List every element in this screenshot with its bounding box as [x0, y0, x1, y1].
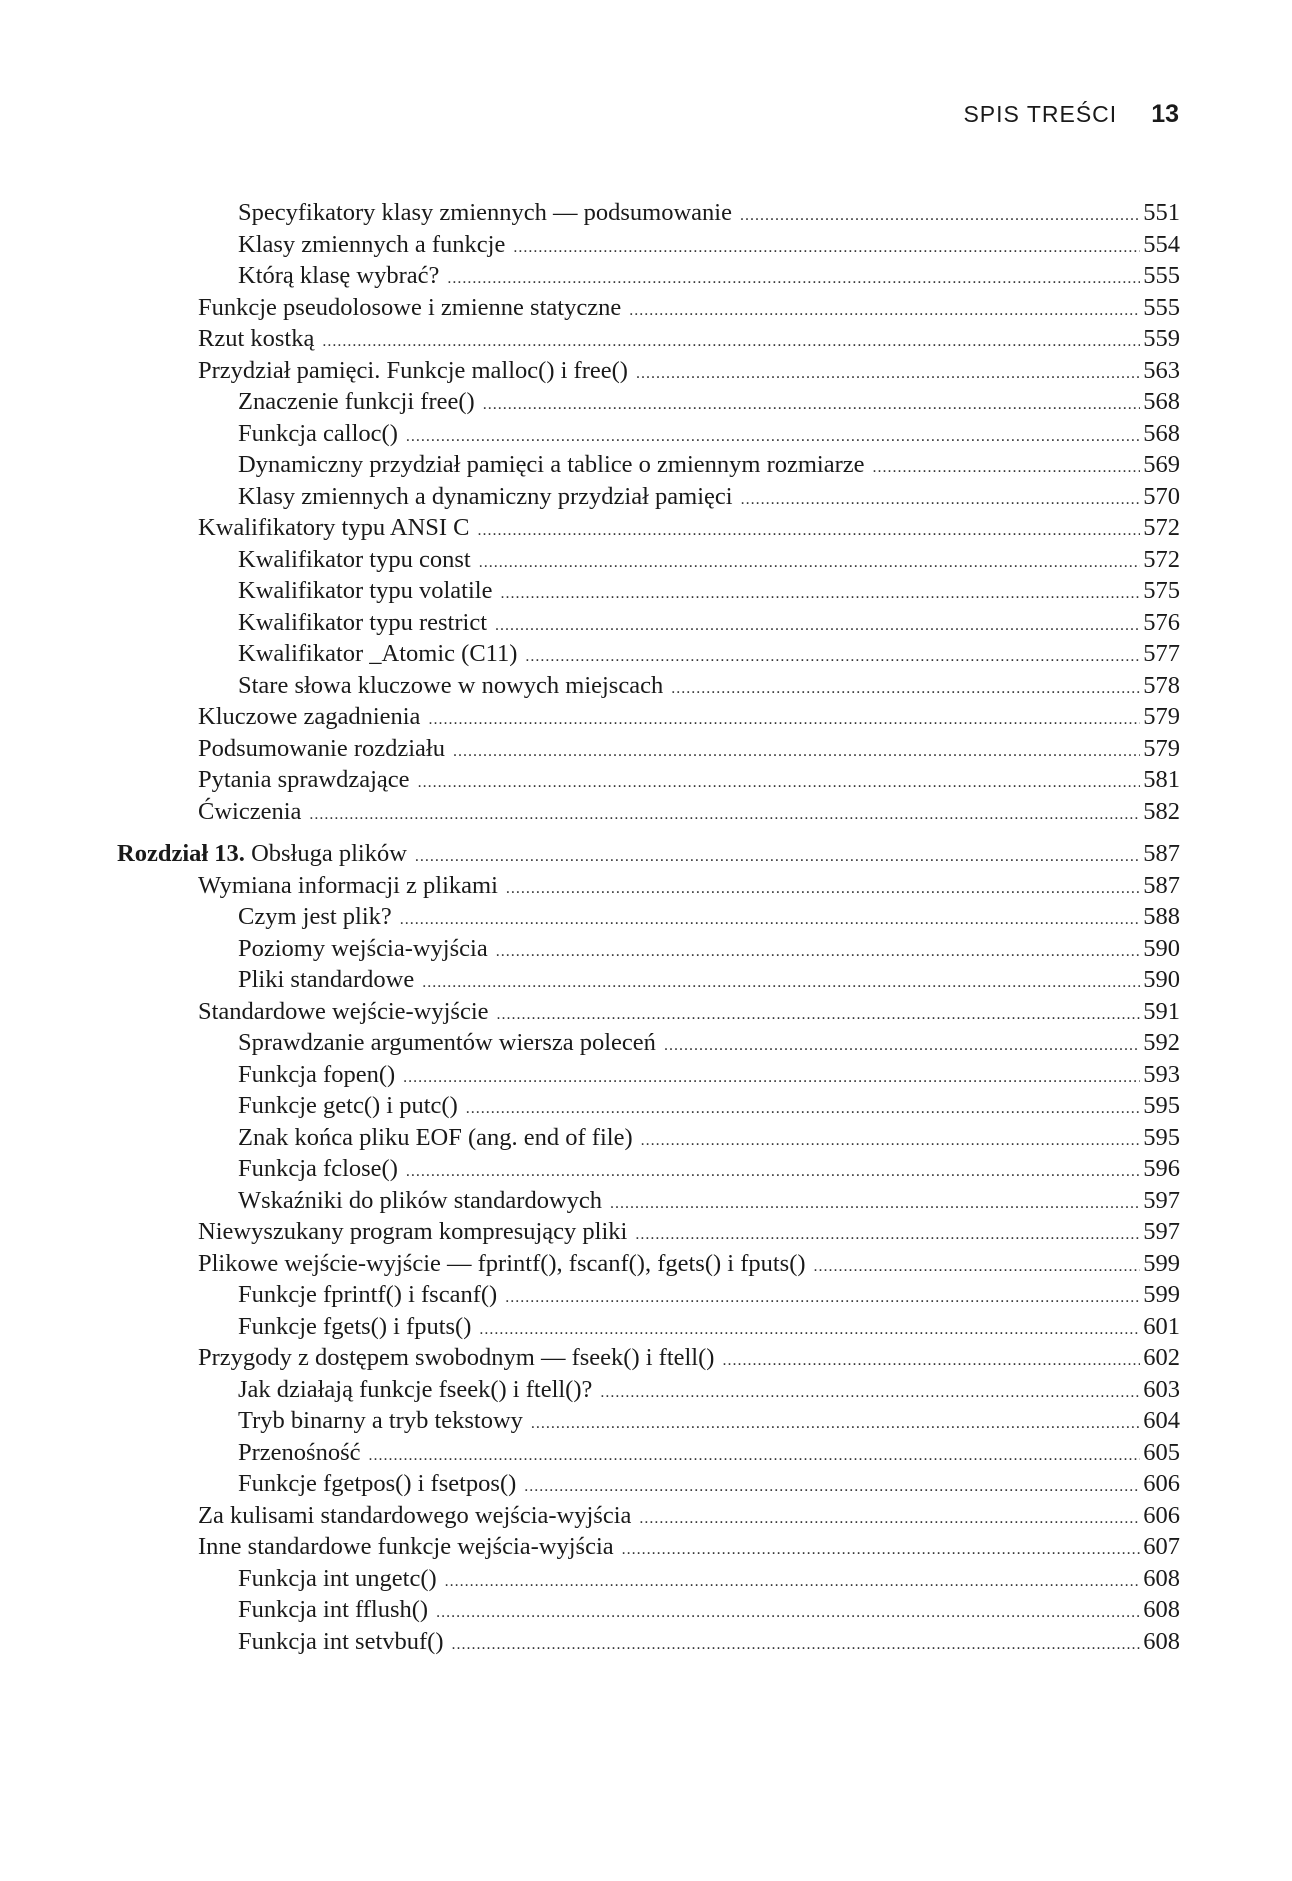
toc-entry-title — [238, 1090, 458, 1122]
dot-leader — [622, 1534, 1141, 1566]
toc-entry-text: Klasy zmiennych a dynamiczny przydział pamięci — [238, 482, 733, 510]
toc-entry[interactable] — [117, 607, 1180, 639]
toc-entry[interactable] — [117, 544, 1180, 576]
toc-page-number: 604 — [1143, 1407, 1180, 1434]
toc-entry-text: Funkcje fprintf() i fscanf() — [238, 1281, 498, 1308]
toc-entry[interactable] — [117, 197, 1180, 229]
toc-page-number: 570 — [1143, 482, 1180, 510]
toc-entry-title — [198, 796, 301, 828]
running-header-page-number: 13 — [1151, 100, 1179, 128]
dot-leader — [406, 1156, 1140, 1188]
toc-page-number: 577 — [1143, 640, 1180, 667]
toc-page-number: 572 — [1143, 545, 1180, 573]
toc-entry-text: Funkcja int setvbuf() — [238, 1627, 444, 1655]
toc-entry[interactable] — [117, 260, 1180, 292]
dot-leader — [466, 1093, 1141, 1125]
toc-page-number: 568 — [1143, 419, 1180, 447]
toc-entry-text: Kwalifikator typu volatile — [238, 577, 493, 604]
toc-page-number: 595 — [1143, 1092, 1180, 1119]
toc-entry-text: Przygody z dostępem swobodnym — fseek() i ftell() — [198, 1344, 715, 1371]
toc-page-number: 602 — [1143, 1344, 1180, 1371]
dot-leader — [406, 421, 1140, 453]
toc-entry-text: Za kulisami standardowego wejścia-wyjścia — [198, 1501, 632, 1529]
toc-entry-title — [238, 1027, 656, 1059]
toc-entry-text: Czym jest plik? — [238, 903, 392, 930]
dot-leader — [505, 1282, 1140, 1314]
toc-entry-title — [238, 1185, 602, 1217]
toc-page-number: 568 — [1143, 388, 1180, 415]
dot-leader — [400, 904, 1140, 936]
toc-entry[interactable] — [117, 1216, 1180, 1248]
dot-leader — [428, 704, 1140, 736]
toc-entry[interactable] — [117, 996, 1180, 1028]
dot-leader — [483, 389, 1141, 421]
toc-entry-text: Plikowe wejście-wyjście — fprintf(), fscanf(), fgets() i fputs() — [198, 1249, 806, 1277]
toc-entry[interactable] — [117, 512, 1180, 544]
dot-leader — [479, 547, 1141, 579]
toc-entry-title — [238, 1122, 633, 1154]
toc-entry-text: Tryb binarny a tryb tekstowy — [238, 1407, 523, 1434]
toc-entry-title — [238, 1279, 497, 1311]
table-of-contents — [117, 197, 1180, 1657]
toc-entry-title — [198, 733, 445, 765]
toc-page-number: 601 — [1143, 1312, 1180, 1340]
toc-entry-title — [238, 449, 865, 481]
dot-leader — [639, 1503, 1140, 1535]
toc-entry[interactable] — [117, 1594, 1180, 1626]
toc-page-number: 608 — [1143, 1596, 1180, 1623]
toc-entry-title — [238, 901, 392, 933]
toc-chapter-entry[interactable] — [117, 838, 1180, 870]
toc-entry-text: Przenośność — [238, 1438, 361, 1466]
toc-entry-title — [198, 1342, 714, 1374]
toc-page-number: 559 — [1143, 325, 1180, 352]
running-header — [963, 100, 1179, 129]
toc-entry-title — [238, 1311, 471, 1343]
dot-leader — [496, 936, 1141, 968]
dot-leader — [740, 200, 1140, 232]
toc-entry-text: Jak działają funkcje fseek() i ftell()? — [238, 1375, 593, 1403]
toc-page-number: 605 — [1143, 1438, 1180, 1466]
dot-leader — [497, 999, 1141, 1031]
toc-entry-title — [238, 575, 492, 607]
toc-entry[interactable] — [117, 701, 1180, 733]
toc-page-number: 555 — [1143, 262, 1180, 289]
toc-entry-text: Kluczowe zagadnienia — [198, 703, 421, 730]
toc-entry-text: Wymiana informacji z plikami — [198, 871, 498, 899]
dot-leader — [513, 232, 1140, 264]
toc-entry[interactable] — [117, 1531, 1180, 1563]
toc-page-number: 582 — [1143, 797, 1180, 825]
dot-leader — [873, 452, 1141, 484]
toc-entry-text: Pytania sprawdzające — [198, 766, 410, 793]
toc-entry-text: Specyfikatory klasy zmiennych — podsumowanie — [238, 199, 732, 226]
toc-page-number: 606 — [1143, 1501, 1180, 1529]
toc-entry[interactable] — [117, 449, 1180, 481]
dot-leader — [671, 673, 1140, 705]
toc-entry-text: Rzut kostką — [198, 325, 315, 352]
dot-leader — [309, 799, 1140, 831]
toc-page-number: 587 — [1143, 871, 1180, 899]
toc-entry-title — [238, 1405, 523, 1437]
dot-leader — [664, 1030, 1140, 1062]
toc-entry-text: Znaczenie funkcji free() — [238, 388, 475, 415]
toc-entry-title — [238, 1468, 516, 1500]
running-header-title: SPIS TREŚCI — [963, 101, 1118, 127]
dot-leader — [453, 736, 1140, 768]
toc-page-number: 608 — [1143, 1627, 1180, 1655]
toc-entry[interactable] — [117, 481, 1180, 513]
toc-entry[interactable] — [117, 1374, 1180, 1406]
toc-entry-text: Funkcja int ungetc() — [238, 1564, 437, 1592]
toc-entry-title — [238, 607, 487, 639]
dot-leader — [478, 515, 1141, 547]
dot-leader — [629, 295, 1140, 327]
dot-leader — [500, 578, 1140, 610]
toc-entry-title — [238, 197, 732, 229]
toc-entry-title — [238, 1374, 592, 1406]
toc-page-number: 578 — [1143, 671, 1180, 699]
dot-leader — [403, 1062, 1140, 1094]
toc-entry[interactable] — [117, 1405, 1180, 1437]
toc-entry-text: Funkcje getc() i putc() — [238, 1092, 458, 1119]
toc-entry[interactable] — [117, 964, 1180, 996]
toc-entry-title — [198, 870, 498, 902]
toc-entry-title — [198, 1216, 627, 1248]
dot-leader — [525, 641, 1140, 673]
toc-entry-title — [198, 323, 314, 355]
toc-entry-text: Stare słowa kluczowe w nowych miejscach — [238, 671, 664, 699]
toc-entry-text: Poziomy wejścia-wyjścia — [238, 934, 488, 962]
toc-entry-title — [238, 481, 733, 513]
toc-entry-text: Pliki standardowe — [238, 966, 415, 993]
toc-entry-text: Funkcja fopen() — [238, 1060, 396, 1088]
toc-entry-title — [198, 1500, 631, 1532]
toc-page-number: 597 — [1143, 1218, 1180, 1245]
toc-page-number: 593 — [1143, 1060, 1180, 1088]
toc-entry[interactable] — [117, 670, 1180, 702]
dot-leader — [600, 1377, 1140, 1409]
dot-leader — [445, 1566, 1141, 1598]
toc-page-number: 581 — [1143, 766, 1180, 793]
toc-page-number: 576 — [1143, 608, 1180, 636]
dot-leader — [452, 1629, 1141, 1661]
toc-entry-title — [238, 544, 471, 576]
toc-page-number: 606 — [1143, 1470, 1180, 1497]
toc-entry-title — [238, 418, 398, 450]
toc-entry[interactable] — [117, 1626, 1180, 1658]
toc-entry-title — [198, 701, 420, 733]
toc-entry-text: Inne standardowe funkcje wejścia-wyjścia — [198, 1533, 614, 1560]
toc-entry-text: Podsumowanie rozdziału — [198, 734, 445, 762]
toc-entry[interactable] — [117, 764, 1180, 796]
toc-entry[interactable] — [117, 933, 1180, 965]
toc-entry[interactable] — [117, 575, 1180, 607]
toc-entry-text: Funkcje pseudolosowe i zmienne statyczne — [198, 293, 622, 321]
dot-leader — [524, 1471, 1140, 1503]
toc-entry-text: Wskaźniki do plików standardowych — [238, 1186, 603, 1214]
toc-entry-text: Funkcje fgets() i fputs() — [238, 1312, 472, 1340]
toc-page-number: 563 — [1143, 356, 1180, 384]
dot-leader — [447, 263, 1140, 295]
dot-leader — [495, 610, 1140, 642]
toc-page-number: 554 — [1143, 230, 1180, 258]
toc-entry[interactable] — [117, 1122, 1180, 1154]
toc-page-number: 597 — [1143, 1186, 1180, 1214]
toc-entry[interactable] — [117, 323, 1180, 355]
toc-entry-title — [238, 1153, 398, 1185]
toc-page-number: 572 — [1143, 514, 1180, 541]
toc-entry[interactable] — [117, 292, 1180, 324]
toc-entry-title — [238, 1594, 428, 1626]
toc-entry[interactable] — [117, 386, 1180, 418]
toc-entry-title — [198, 1248, 806, 1280]
toc-page-number: 596 — [1143, 1155, 1180, 1182]
toc-entry[interactable] — [117, 1185, 1180, 1217]
toc-entry[interactable] — [117, 229, 1180, 261]
toc-entry-text: Znak końca pliku EOF (ang. end of file) — [238, 1123, 633, 1151]
toc-entry-title — [198, 996, 489, 1028]
toc-page-number: 569 — [1143, 451, 1180, 478]
toc-entry[interactable] — [117, 1059, 1180, 1091]
toc-entry-title — [198, 512, 470, 544]
toc-entry[interactable] — [117, 1279, 1180, 1311]
toc-entry-title — [238, 638, 517, 670]
toc-page-number: 595 — [1143, 1123, 1180, 1151]
dot-leader — [814, 1251, 1141, 1283]
toc-page-number: 590 — [1143, 966, 1180, 993]
toc-entry[interactable] — [117, 1437, 1180, 1469]
toc-entry[interactable] — [117, 1500, 1180, 1532]
toc-page-number: 575 — [1143, 577, 1180, 604]
toc-page-number: 607 — [1143, 1533, 1180, 1560]
toc-page-number: 603 — [1143, 1375, 1180, 1403]
toc-entry-text: Funkcja int fflush() — [238, 1596, 429, 1623]
toc-entry-text: Klasy zmiennych a funkcje — [238, 230, 506, 258]
toc-page-number: 555 — [1143, 293, 1180, 321]
dot-leader — [635, 1219, 1140, 1251]
toc-entry-text: Dynamiczny przydział pamięci a tablice o zmiennym rozmiarze — [238, 451, 865, 478]
toc-entry-text: Obsługa plików — [244, 840, 407, 867]
dot-leader — [436, 1597, 1140, 1629]
toc-entry[interactable] — [117, 355, 1180, 387]
toc-entry-text: Funkcja calloc() — [238, 419, 398, 447]
toc-entry[interactable] — [117, 1563, 1180, 1595]
toc-entry[interactable] — [117, 638, 1180, 670]
toc-entry-text: Funkcja fclose() — [238, 1155, 398, 1182]
toc-entry[interactable] — [117, 901, 1180, 933]
toc-entry-title — [238, 1563, 437, 1595]
toc-entry-text: Kwalifikatory typu ANSI C — [198, 514, 470, 541]
toc-page-number: 599 — [1143, 1249, 1180, 1277]
toc-entry[interactable] — [117, 1248, 1180, 1280]
toc-entry[interactable] — [117, 796, 1180, 828]
toc-entry-text: Standardowe wejście-wyjście — [198, 997, 489, 1025]
dot-leader — [368, 1440, 1140, 1472]
dot-leader — [322, 326, 1140, 358]
toc-entry-text: Kwalifikator typu const — [238, 545, 471, 573]
toc-entry-title — [238, 1626, 444, 1658]
toc-page-number: 591 — [1143, 997, 1180, 1025]
toc-entry-text: Niewyszukany program kompresujący pliki — [198, 1218, 628, 1245]
chapter-label: Rozdział 13. — [117, 840, 245, 867]
toc-entry-text: Funkcje fgetpos() i fsetpos() — [238, 1470, 517, 1497]
dot-leader — [741, 484, 1141, 516]
toc-entry-title — [238, 670, 663, 702]
toc-entry-title — [238, 260, 439, 292]
toc-page-number: 599 — [1143, 1281, 1180, 1308]
toc-page-number: 579 — [1143, 703, 1180, 730]
toc-page-number: 579 — [1143, 734, 1180, 762]
toc-entry-title — [238, 1437, 360, 1469]
dot-leader — [418, 767, 1141, 799]
dot-leader — [506, 873, 1140, 905]
toc-entry-title — [238, 933, 488, 965]
dot-leader — [610, 1188, 1140, 1220]
toc-entry-title — [198, 1531, 614, 1563]
toc-entry[interactable] — [117, 733, 1180, 765]
toc-entry[interactable] — [117, 1468, 1180, 1500]
dot-leader — [641, 1125, 1141, 1157]
dot-leader — [479, 1314, 1140, 1346]
toc-page-number: 551 — [1143, 199, 1180, 226]
dot-leader — [722, 1345, 1140, 1377]
toc-page-number: 588 — [1143, 903, 1180, 930]
toc-entry-text: Kwalifikator typu restrict — [238, 608, 488, 636]
toc-entry-title — [238, 229, 505, 261]
toc-entry[interactable] — [117, 1311, 1180, 1343]
toc-entry[interactable] — [117, 1153, 1180, 1185]
toc-entry-text: Przydział pamięci. Funkcje malloc() i free() — [198, 356, 628, 384]
toc-entry-title — [117, 838, 407, 870]
toc-page-number: 592 — [1143, 1029, 1180, 1056]
toc-entry-title — [238, 1059, 395, 1091]
toc-entry-title — [238, 386, 475, 418]
toc-entry[interactable] — [117, 870, 1180, 902]
toc-entry-title — [238, 964, 414, 996]
dot-leader — [636, 358, 1140, 390]
toc-entry[interactable] — [117, 1027, 1180, 1059]
dot-leader — [422, 967, 1140, 999]
toc-entry[interactable] — [117, 1090, 1180, 1122]
toc-entry-title — [198, 355, 628, 387]
toc-page-number: 587 — [1143, 840, 1180, 867]
toc-entry-text: Którą klasę wybrać? — [238, 262, 440, 289]
toc-entry-text: Kwalifikator _Atomic (C11) — [238, 640, 518, 667]
toc-entry[interactable] — [117, 418, 1180, 450]
toc-entry-text: Sprawdzanie argumentów wiersza poleceń — [238, 1029, 656, 1056]
toc-entry-title — [198, 292, 621, 324]
dot-leader — [415, 841, 1140, 873]
toc-entry-text: Ćwiczenia — [198, 797, 302, 825]
toc-page-number: 590 — [1143, 934, 1180, 962]
dot-leader — [531, 1408, 1140, 1440]
toc-entry-title — [198, 764, 410, 796]
toc-entry[interactable] — [117, 1342, 1180, 1374]
toc-page-number: 608 — [1143, 1564, 1180, 1592]
